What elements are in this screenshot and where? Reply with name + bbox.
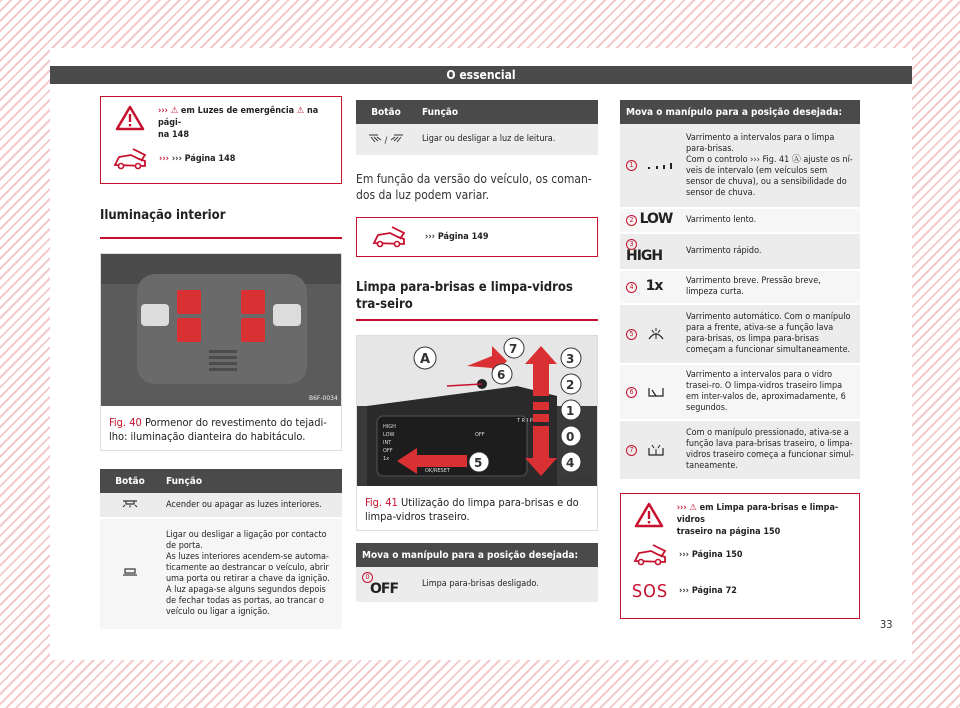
table-header: Mova o manípulo para a posição desejada: <box>356 543 598 567</box>
reference-arrows: ››› <box>676 503 687 513</box>
interior-lights-photo <box>101 254 341 406</box>
note-link-text-2[interactable]: na pági- <box>158 106 319 128</box>
position-number: 2 <box>626 215 637 226</box>
position-number: 7 <box>626 445 637 456</box>
reading-light-icon <box>368 133 382 143</box>
wiper-off-table <box>356 543 598 604</box>
table-row <box>620 420 860 480</box>
position-number: 1 <box>626 160 637 171</box>
table-row <box>620 270 860 304</box>
table-header-button: Botão <box>100 469 160 493</box>
table-header: Mova o manípulo para a posição desejada: <box>620 100 860 124</box>
column-3 <box>620 100 860 619</box>
note-page-link[interactable]: ››› Página 148 <box>171 154 236 164</box>
note-page-link[interactable]: ››› Página 149 <box>425 232 489 242</box>
rear-wiper-icon <box>646 385 666 399</box>
figure-caption-text: Pormenor do revestimento do tejadi-lho: iluminação dianteira do habitáculo. <box>109 416 327 443</box>
table-row <box>620 124 860 208</box>
figure-40 <box>100 253 342 451</box>
table-header-button: Botão <box>356 100 416 124</box>
small-warning-icon: ⚠ <box>170 106 179 116</box>
reading-light-right-button <box>241 318 265 342</box>
position-number: 3 <box>626 239 637 250</box>
door-contact-button <box>241 290 265 314</box>
table-cell: Ligar ou desligar a ligação por contacto de porta. As luzes interiores acendem-se automa-ticamente ao destrancar o veículo, abrir uma porta ou retirar a chave da ignição. A luz apaga-se alguns segundos depois de fechar todas as portas, ao trancar o veículo ou ligar a ignição. <box>160 518 342 630</box>
wiper-positions-table <box>620 100 860 481</box>
lights-variation-text: Em função da versão do veículo, os coman-dos da luz podem variar. <box>356 172 592 202</box>
off-label: OFF <box>370 581 399 597</box>
label-1: 1 <box>566 404 575 418</box>
figure-label: Fig. 40 <box>109 416 142 429</box>
warning-triangle-icon <box>101 105 158 131</box>
label-5: 5 <box>474 456 483 470</box>
reading-light-icon-2 <box>390 133 404 143</box>
sos-icon <box>621 581 679 602</box>
label-3: 3 <box>566 352 575 366</box>
rear-washer-icon <box>646 443 666 457</box>
wipers-heading: Limpa para-brisas e limpa-vidros tra-seiro <box>356 279 598 321</box>
position-cell <box>620 124 680 208</box>
reading-light-left-button <box>177 318 201 342</box>
table-cell: Varrimento breve. Pressão breve, limpeza curta. <box>680 270 860 304</box>
position-number: 0 <box>362 572 373 583</box>
table-cell: Varrimento automático. Com o manípulo para a frente, ativa-se a função lava para-brisas, os limpa para-brisas começam a funcionar simultaneamente. <box>680 304 860 364</box>
position-cell <box>620 233 680 270</box>
interior-buttons-table <box>100 469 342 631</box>
table-cell: Varrimento a intervalos para o vidro trasei-ro. O limpa-vidros traseiro limpa em inter-valos de, aproximadamente, 6 segundos. <box>680 364 860 420</box>
figure-code: B5F-0348 <box>563 477 592 484</box>
high-label: HIGH <box>626 248 663 264</box>
table-header-function: Função <box>160 469 342 493</box>
label-2: 2 <box>566 378 575 392</box>
position-number: 4 <box>626 282 637 293</box>
position-cell <box>620 270 680 304</box>
table-row <box>356 124 598 156</box>
position-cell <box>620 420 680 480</box>
stalk-off: OFF <box>383 448 393 454</box>
position-cell <box>620 304 680 364</box>
stalk-low: LOW <box>383 432 395 438</box>
small-warning-icon-2: ⚠ <box>296 106 305 116</box>
table-row <box>620 208 860 233</box>
car-book-icon <box>101 147 159 171</box>
table-row <box>356 567 598 603</box>
table-row <box>620 364 860 420</box>
key-separator: / <box>384 135 388 146</box>
label-a: A <box>420 352 431 367</box>
stalk-reset: OK/RESET <box>425 468 450 474</box>
note-link-text[interactable]: em Luzes de emergência <box>178 106 295 116</box>
stalk-trip: T R I P <box>517 418 533 424</box>
figure-code: B6F-0034 <box>309 395 338 402</box>
table-row <box>100 493 342 518</box>
reference-arrows: ››› <box>158 106 169 116</box>
car-book-icon <box>357 225 421 249</box>
position-cell <box>620 208 680 233</box>
position-cell <box>620 364 680 420</box>
car-book-icon <box>621 543 679 567</box>
small-warning-icon: ⚠ <box>689 503 697 513</box>
figure-label: Fig. 41 <box>365 496 398 509</box>
label-6: 6 <box>497 368 506 382</box>
note-link-text-2[interactable]: traseiro na página 150 <box>676 527 781 537</box>
stalk-int: INT <box>383 440 392 446</box>
table-row <box>620 304 860 364</box>
page-header: O essencial <box>50 66 912 84</box>
interior-light-button <box>177 290 201 314</box>
table-row <box>100 518 342 630</box>
table-cell: Varrimento rápido. <box>680 233 860 270</box>
stalk-off-rear: OFF <box>475 432 485 438</box>
column-1 <box>100 96 342 631</box>
dome-light-icon <box>100 493 160 518</box>
note-page-link[interactable]: ››› Página 150 <box>679 550 743 560</box>
label-4: 4 <box>566 456 575 470</box>
table-header-function: Função <box>416 100 598 124</box>
table-cell: Varrimento a intervalos para o limpa para-brisas. Com o controlo ››› Fig. 41 Ⓐ ajuste os ní-veis de intervalo (em veículos sem sensor de chuva), ou a sensibilidade do sensor de chuva. <box>680 124 860 208</box>
position-number: 5 <box>626 329 637 340</box>
interior-heading: Iluminação interior <box>100 208 226 223</box>
stalk-1x: 1x <box>383 456 390 462</box>
table-cell: Varrimento lento. <box>680 208 860 233</box>
position-number: 6 <box>626 387 637 398</box>
figure-40-caption <box>101 410 341 450</box>
washer-icon <box>646 327 666 341</box>
interval-icon <box>644 160 674 170</box>
figure-41 <box>356 335 598 531</box>
note-link-text-3[interactable]: na 148 <box>158 130 189 140</box>
note-page-link-2[interactable]: ››› Página 72 <box>679 586 737 596</box>
position-cell <box>356 567 416 603</box>
table-cell: Acender ou apagar as luzes interiores. <box>160 493 342 518</box>
table-cell: Ligar ou desligar a luz de leitura. <box>416 124 598 156</box>
figure-caption-text: Utilização do limpa para-brisas e do limpa-vidros traseiro. <box>365 496 579 523</box>
page-reference-box <box>356 217 598 257</box>
warning-triangle-icon <box>621 502 677 528</box>
reading-light-table <box>356 100 598 157</box>
stalk-high: HIGH <box>383 424 396 430</box>
table-cell: Limpa para-brisas desligado. <box>416 567 598 603</box>
note-link-text[interactable]: em Limpa para-brisas e limpa-vidros <box>676 503 839 525</box>
table-cell: Com o manípulo pressionado, ativa-se a função lava para-brisas traseiro, o limpa-vidros traseiro começa a funcionar simul-taneamente. <box>680 420 860 480</box>
column-2 <box>356 100 598 604</box>
sos-text: SOS <box>631 580 669 602</box>
door-contact-icon <box>100 518 160 630</box>
heading-rule <box>100 237 342 239</box>
warning-note-box: ››› ⚠ em Luzes de emergência ⚠ na pági- na 148 ››› ››› Página 148 <box>100 96 342 184</box>
single-wipe-label: 1x <box>645 277 663 294</box>
label-7: 7 <box>509 342 518 356</box>
warning-note-box-2 <box>620 493 860 619</box>
page-number: 33 <box>880 618 893 631</box>
figure-41-caption <box>357 490 597 530</box>
reading-light-icons <box>356 124 416 156</box>
label-0: 0 <box>566 430 575 444</box>
wiper-stalk-photo <box>357 336 597 486</box>
low-label: LOW <box>639 211 673 227</box>
table-row <box>620 233 860 270</box>
